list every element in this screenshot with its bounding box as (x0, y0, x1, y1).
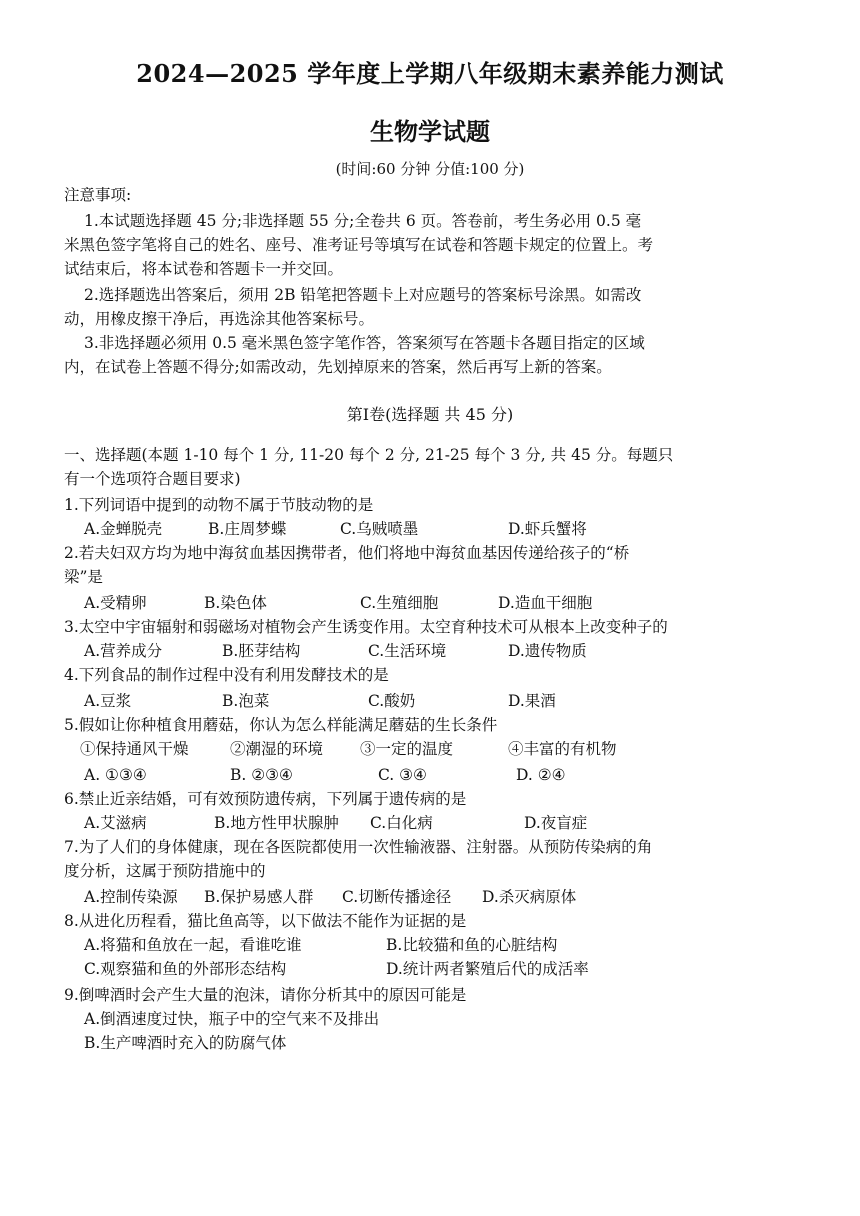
question-stem: 9.倒啤酒时会产生大量的泡沫，请你分析其中的原因可能是 (64, 986, 467, 1004)
option-d: D. ②④ (516, 766, 566, 784)
option-d: D.杀灭病原体 (482, 888, 577, 906)
option-d: D.夜盲症 (524, 814, 588, 832)
exam-subtitle: 生物学试题 (370, 117, 490, 146)
option-b: B.泡菜 (222, 692, 270, 710)
condition-item: ①保持通风干燥 (80, 740, 189, 758)
notice-line: 米黑色签字笔将自己的姓名、座号、准考证号等填写在试卷和答题卡规定的位置上。考 (64, 236, 654, 254)
option-c: C.生殖细胞 (360, 594, 439, 612)
section-intro: 一、选择题(本题 1-10 每个 1 分, 11-20 每个 2 分, 21-25 每个 3 分, 共 45 分。每题只 (64, 446, 674, 464)
option-a: A.艾滋病 (84, 814, 147, 832)
option-d: D.统计两者繁殖后代的成活率 (386, 960, 589, 978)
option-c: C. ③④ (378, 766, 427, 784)
option-c: C.白化病 (370, 814, 433, 832)
section-intro: 有一个选项符合题目要求) (64, 470, 241, 488)
option-c: C.酸奶 (368, 692, 416, 710)
question-stem: 2.若夫妇双方均为地中海贫血基因携带者，他们将地中海贫血基因传递给孩子的“桥 (64, 544, 630, 562)
condition-item: ④丰富的有机物 (508, 740, 617, 758)
question-stem: 7.为了人们的身体健康，现在各医院都使用一次性输液器、注射器。从预防传染病的角 (64, 838, 653, 856)
question-stem: 度分析，这属于预防措施中的 (64, 862, 266, 880)
question-stem: 1.下列词语中提到的动物不属于节肢动物的是 (64, 496, 374, 514)
notice-line: 动，用橡皮擦干净后，再选涂其他答案标号。 (64, 310, 375, 328)
section-title: 第Ⅰ卷(选择题 共 45 分) (346, 405, 514, 424)
notice-label: 注意事项: (64, 186, 132, 204)
question-stem: 6.禁止近亲结婚，可有效预防遗传病，下列属于遗传病的是 (64, 790, 467, 808)
condition-item: ②潮湿的环境 (230, 740, 324, 758)
option-c: C.生活环境 (368, 642, 447, 660)
question-stem: 5.假如让你种植食用蘑菇，你认为怎么样能满足蘑菇的生长条件 (64, 716, 498, 734)
option-b: B.染色体 (204, 594, 267, 612)
option-a: A.豆浆 (84, 692, 132, 710)
question-stem: 3.太空中宇宙辐射和弱磁场对植物会产生诱变作用。太空育种技术可从根本上改变种子的 (64, 618, 668, 636)
question-stem: 梁”是 (64, 568, 103, 586)
option-a: A.金蝉脱壳 (84, 520, 163, 538)
exam-meta: (时间:60 分钟 分值:100 分) (335, 160, 525, 178)
option-b: B.生产啤酒时充入的防腐气体 (84, 1034, 287, 1052)
option-a: A.控制传染源 (84, 888, 178, 906)
option-a: A.受精卵 (84, 594, 147, 612)
notice-line: 1.本试题选择题 45 分;非选择题 55 分;全卷共 6 页。答卷前，考生务必用 0.5 毫 (84, 212, 642, 230)
option-b: B.庄周梦蝶 (208, 520, 287, 538)
option-b: B. ②③④ (230, 766, 293, 784)
option-b: B.胚芽结构 (222, 642, 301, 660)
option-c: C.观察猫和鱼的外部形态结构 (84, 960, 287, 978)
notice-line: 试结束后，将本试卷和答题卡一并交回。 (64, 260, 344, 278)
option-a: A.将猫和鱼放在一起，看谁吃谁 (84, 936, 302, 954)
option-a: A.营养成分 (84, 642, 163, 660)
option-a: A. ①③④ (84, 766, 147, 784)
option-d: D.造血干细胞 (498, 594, 593, 612)
notice-line: 2.选择题选出答案后，须用 2B 铅笔把答题卡上对应题号的答案标号涂黑。如需改 (84, 286, 642, 304)
condition-item: ③一定的温度 (360, 740, 454, 758)
option-b: B.比较猫和鱼的心脏结构 (386, 936, 558, 954)
option-c: C.乌贼喷墨 (340, 520, 419, 538)
option-b: B.保护易感人群 (204, 888, 314, 906)
notice-line: 内，在试卷上答题不得分;如需改动，先划掉原来的答案，然后再写上新的答案。 (64, 358, 612, 376)
option-d: D.虾兵蟹将 (508, 520, 587, 538)
option-a: A.倒酒速度过快，瓶子中的空气来不及排出 (84, 1010, 380, 1028)
exam-title: 2024—2025 学年度上学期八年级期末素养能力测试 (136, 59, 724, 88)
option-d: D.果酒 (508, 692, 556, 710)
option-b: B.地方性甲状腺肿 (214, 814, 339, 832)
notice-line: 3.非选择题必须用 0.5 毫米黑色签字笔作答，答案须写在答题卡各题目指定的区域 (84, 334, 645, 352)
question-stem: 4.下列食品的制作过程中没有利用发酵技术的是 (64, 666, 389, 684)
question-stem: 8.从进化历程看，猫比鱼高等，以下做法不能作为证据的是 (64, 912, 467, 930)
option-d: D.遗传物质 (508, 642, 587, 660)
option-c: C.切断传播途径 (342, 888, 452, 906)
